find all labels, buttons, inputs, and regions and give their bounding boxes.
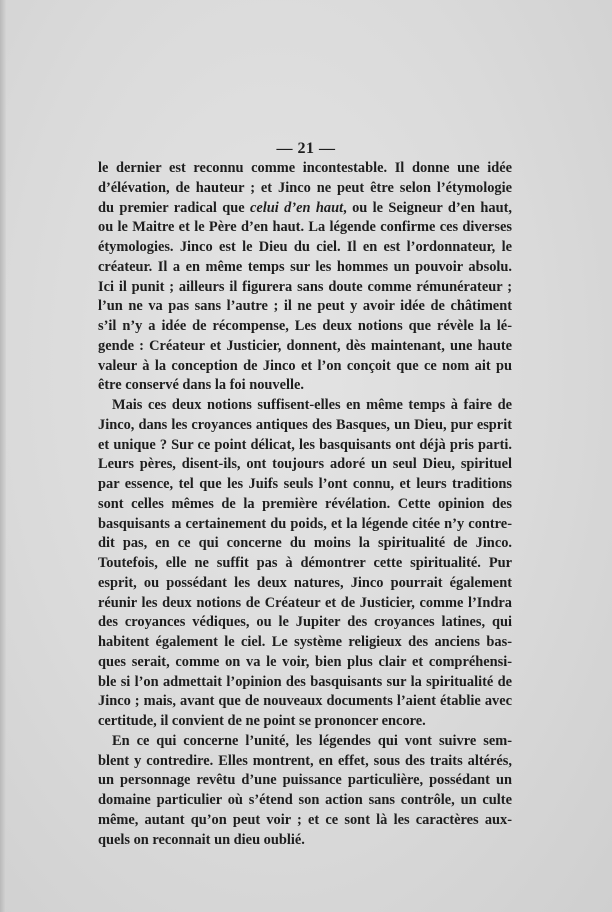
text-line: ou le Maitre et le Père d’en haut. La légende confirme ces diverses [98, 219, 512, 236]
text-line: sont celles mêmes de la première révélation. Cette opinion des [98, 495, 512, 512]
text-line: être conservé dans la foi nouvelle. [98, 377, 304, 394]
body-text [98, 159, 512, 850]
text-line-with-italic [98, 199, 512, 219]
text-line: certitude, il convient de ne point se prononcer encore. [98, 713, 426, 729]
text-line: créateur. Il a en même temps sur les hommes un pouvoir absolu. [98, 258, 512, 275]
paragraph-1 [98, 159, 512, 396]
text-line: par essence, tel que les Juifs seuls l’ont connu, et leurs traditions [98, 476, 512, 492]
text-line: étymologies. Jinco est le Dieu du ciel. Il en est l’ordonnateur, le [98, 239, 512, 255]
text-line: Mais ces deux notions suffisent-elles en même temps à faire de [112, 397, 512, 413]
text-line: domaine particulier où s’étend son action sans contrôle, un culte [98, 792, 512, 808]
text-line: un personnage revêtu d’une puissance particulière, possédant un [98, 772, 512, 789]
page-number: — 21 — [276, 140, 336, 157]
text-line: et unique ? Sur ce point délicat, les basquisants ont déjà pris parti. [98, 436, 512, 453]
paragraph-3 [98, 732, 512, 851]
page-edge-shadow [0, 0, 6, 912]
text-line: En ce qui concerne l’unité, les légendes qui vont suivre sem- [112, 732, 512, 749]
text-line: basquisants a certainement du poids, et la légende citée n’y contre- [98, 515, 512, 532]
text-line: Leurs pères, disent-ils, ont toujours adoré un seul Dieu, spirituel [98, 456, 512, 473]
text-line: d’élévation, de hauteur ; et Jinco ne peut être selon l’étymologie [98, 179, 512, 196]
text-line: l’un ne va pas sans l’autre ; il ne peut y avoir idée de châtiment [98, 298, 512, 315]
italic-phrase: celui d’en haut [250, 199, 344, 216]
text-line: quels on reconnait un dieu oublié. [98, 831, 305, 848]
text-line: Jinco, dans les croyances antiques des Basques, un Dieu, pur esprit [98, 416, 512, 433]
text-line: ble si l’on admettait l’opinion des basquisants sur la spiritualité de [98, 673, 512, 690]
text-line: le dernier est reconnu comme incontestable. Il donne une idée [98, 160, 512, 176]
text-line: des croyances védiques, ou le Jupiter des croyances latines, qui [98, 614, 512, 631]
text-line: habitent également le ciel. Le système religieux des anciens bas- [98, 634, 512, 650]
text-line: blent y contredire. Elles montrent, en effet, sous des traits altérés, [98, 752, 512, 769]
text-fragment: du premier radical que [98, 199, 251, 216]
text-line: valeur à la conception de Jinco et l’on conçoit que ce nom ait pu [98, 357, 512, 374]
text-line: ques serait, comme on va le voir, bien plus clair et compréhensi- [98, 653, 512, 670]
text-line: Ici il punit ; ailleurs il figurera sans doute comme rémunérateur ; [98, 278, 512, 295]
text-line: s’il n’y a idée de récompense, Les deux notions que révèle la lé- [98, 318, 512, 334]
text-line: Jinco ; mais, avant que de nouveaux documents l’aient établie avec [98, 693, 512, 710]
text-line: gende : Créateur et Justicier, donnent, dès maintenant, une haute [98, 337, 512, 354]
paragraph-2 [98, 396, 512, 732]
text-line: esprit, ou possédant les deux natures, Jinco pourrait également [98, 574, 512, 591]
text-line: dit pas, en ce qui concerne du moins la spiritualité de Jinco. [98, 535, 512, 552]
text-fragment: , ou le Seigneur d’en haut, [343, 199, 512, 216]
text-line: même, autant qu’on peut voir ; et ce sont là les caractères aux- [98, 811, 512, 828]
text-line: Toutefois, elle ne suffit pas à démontrer cette spiritualité. Pur [98, 555, 512, 571]
text-line: réunir les deux notions de Créateur et de Justicier, comme l’Indra [98, 594, 512, 611]
